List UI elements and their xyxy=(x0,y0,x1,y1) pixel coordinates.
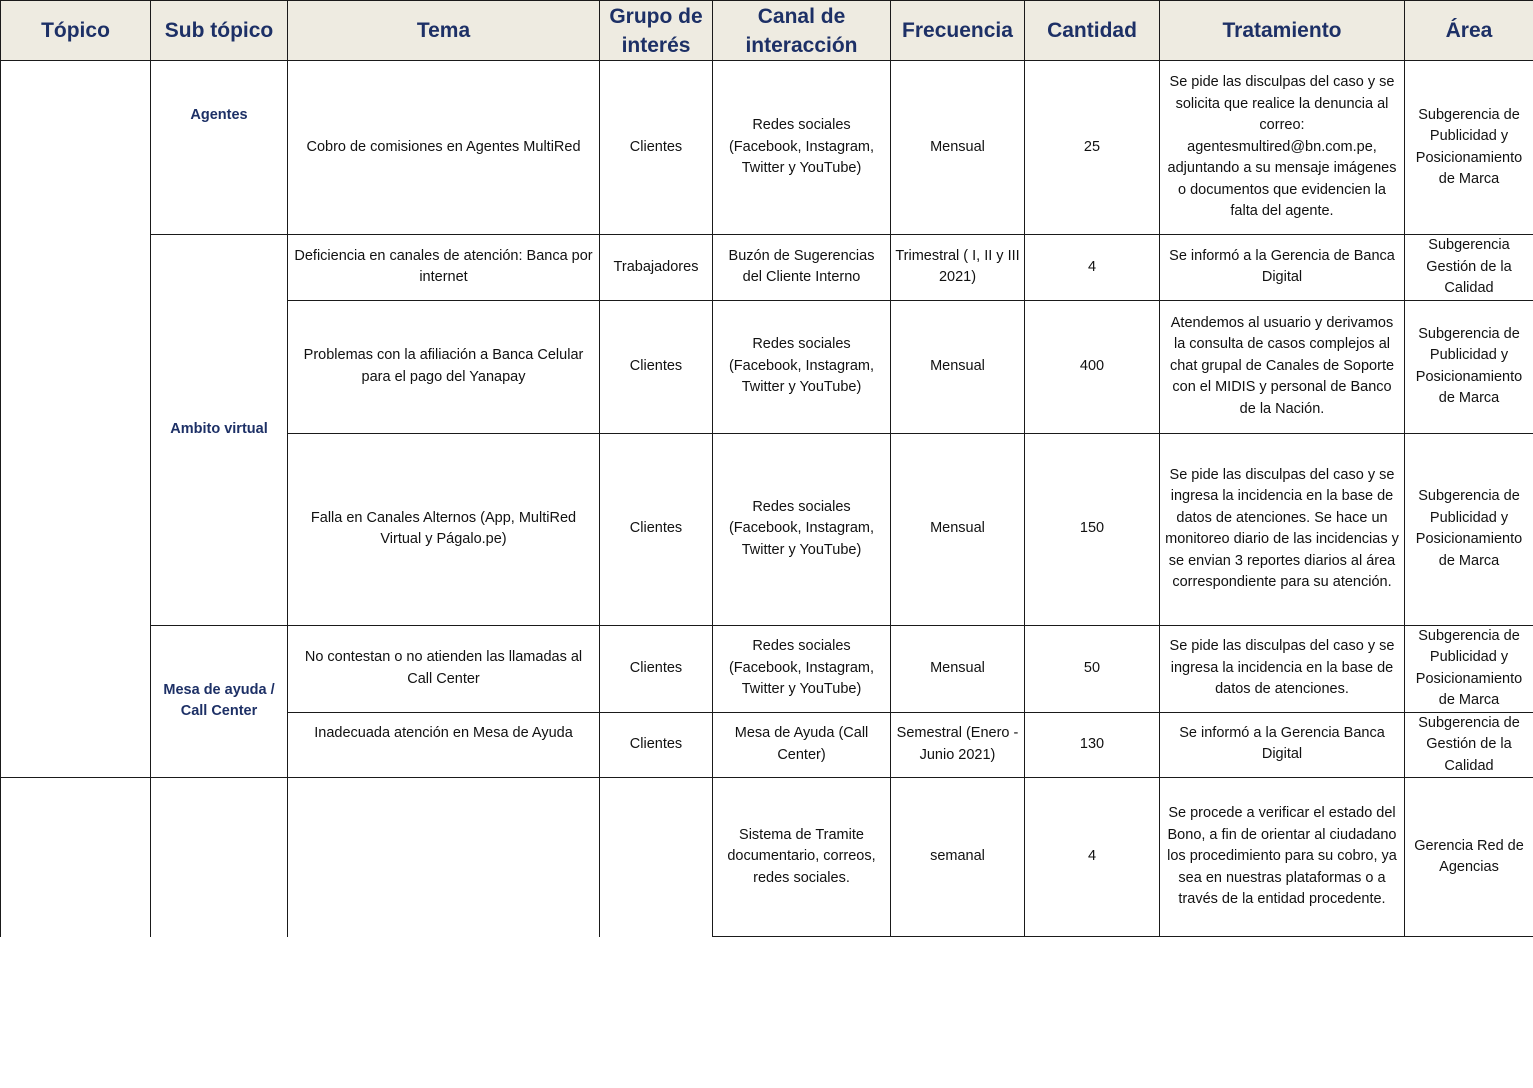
col-header-area: Área xyxy=(1405,1,1533,61)
tratamiento-cell: Se pide las disculpas del caso y se ingresa la incidencia en la base de datos de atenciones. xyxy=(1160,625,1405,712)
frecuencia-cell: Mensual xyxy=(891,625,1025,712)
grupo-cell: Clientes xyxy=(600,433,713,625)
frecuencia-cell: Mensual xyxy=(891,300,1025,433)
col-header-topico: Tópico xyxy=(1,1,151,61)
col-header-sub-topico: Sub tópico xyxy=(151,1,288,61)
area-cell: Subgerencia de Publicidad y Posicionamiento de Marca xyxy=(1405,300,1533,433)
topic-cell xyxy=(1,778,151,937)
col-header-frecuencia: Frecuencia xyxy=(891,1,1025,61)
tratamiento-cell xyxy=(1160,712,1405,778)
tema-cell xyxy=(288,712,600,778)
canal-cell: Buzón de Sugerencias del Cliente Interno xyxy=(713,235,891,301)
canal-cell: Redes sociales (Facebook, Instagram, Twitter y YouTube) xyxy=(713,61,891,235)
cantidad-cell: 400 xyxy=(1025,300,1160,433)
header-row xyxy=(1,1,1533,61)
subtopic-ambito-virtual xyxy=(151,235,288,626)
table-row xyxy=(1,625,1533,712)
table-row xyxy=(1,61,1533,235)
tratamiento-cell: Se pide las disculpas del caso y se solicita que realice la denuncia al correo: agentesmultired@bn.com.pe, adjuntando a su mensaje imágenes o documentos que evidencien la falta del agente. xyxy=(1160,61,1405,235)
topic-cell xyxy=(1,61,151,778)
tema-cell: No contestan o no atienden las llamadas al Call Center xyxy=(288,625,600,712)
subtopic-label: Ambito virtual xyxy=(170,421,268,437)
frecuencia-cell: Mensual xyxy=(891,61,1025,235)
grupo-cell: Clientes xyxy=(600,625,713,712)
frecuencia-cell: Mensual xyxy=(891,433,1025,625)
col-header-cantidad: Cantidad xyxy=(1025,1,1160,61)
tema-label: Inadecuada atención en Mesa de Ayuda xyxy=(314,724,573,741)
canal-cell: Redes sociales (Facebook, Instagram, Twitter y YouTube) xyxy=(713,625,891,712)
col-header-tema: Tema xyxy=(288,1,600,61)
tratamiento-cell: Atendemos al usuario y derivamos la consulta de casos complejos al chat grupal de Canales de Soporte con el MIDIS y personal de Banco de la Nación. xyxy=(1160,300,1405,433)
canal-cell: Sistema de Tramite documentario, correos, redes sociales. xyxy=(713,778,891,937)
frecuencia-cell: Trimestral ( I, II y III 2021) xyxy=(891,235,1025,301)
subtopic-agentes xyxy=(151,61,288,235)
col-header-tratamiento: Tratamiento xyxy=(1160,1,1405,61)
canal-cell: Mesa de Ayuda (Call Center) xyxy=(713,712,891,778)
cantidad-cell: 4 xyxy=(1025,778,1160,937)
grupo-cell: Clientes xyxy=(600,712,713,778)
subtopic-mesa-ayuda xyxy=(151,625,288,778)
area-cell: Subgerencia de Publicidad y Posicionamiento de Marca xyxy=(1405,433,1533,625)
col-header-canal-interaccion: Canal de interacción xyxy=(713,1,891,61)
tema-cell xyxy=(288,778,600,937)
subtopic-label: Mesa de ayuda / Call Center xyxy=(163,681,275,720)
area-cell: Subgerencia de Publicidad y Posicionamiento de Marca xyxy=(1405,61,1533,235)
frecuencia-cell: semanal xyxy=(891,778,1025,937)
frecuencia-cell: Semestral (Enero - Junio 2021) xyxy=(891,712,1025,778)
tema-cell: Falla en Canales Alternos (App, MultiRed Virtual y Págalo.pe) xyxy=(288,433,600,625)
canal-cell: Redes sociales (Facebook, Instagram, Twitter y YouTube) xyxy=(713,433,891,625)
grupo-cell: Trabajadores xyxy=(600,235,713,301)
area-cell: Subgerencia Gestión de la Calidad xyxy=(1405,235,1533,301)
cantidad-cell: 25 xyxy=(1025,61,1160,235)
cantidad-cell: 130 xyxy=(1025,712,1160,778)
area-cell: Gerencia Red de Agencias xyxy=(1405,778,1533,937)
grupo-cell: Clientes xyxy=(600,300,713,433)
table-row xyxy=(1,235,1533,301)
tema-cell: Problemas con la afiliación a Banca Celular para el pago del Yanapay xyxy=(288,300,600,433)
subtopic-label: Agentes xyxy=(190,107,248,123)
tratamiento-label: Se informó a la Gerencia Banca Digital xyxy=(1179,724,1385,762)
grupo-cell xyxy=(600,778,713,937)
tratamiento-cell: Se informó a la Gerencia de Banca Digital xyxy=(1160,235,1405,301)
canal-cell: Redes sociales (Facebook, Instagram, Twitter y YouTube) xyxy=(713,300,891,433)
tratamiento-cell: Se pide las disculpas del caso y se ingresa la incidencia en la base de datos de atenciones. Se hace un monitoreo diario de las incidencias y se envian 3 reportes diarios al área correspondiente para su atención. xyxy=(1160,433,1405,625)
col-header-grupo-interes: Grupo de interés xyxy=(600,1,713,61)
cantidad-cell: 4 xyxy=(1025,235,1160,301)
tema-cell: Cobro de comisiones en Agentes MultiRed xyxy=(288,61,600,235)
cantidad-cell: 150 xyxy=(1025,433,1160,625)
area-cell: Subgerencia de Publicidad y Posicionamiento de Marca xyxy=(1405,625,1533,712)
grupo-cell: Clientes xyxy=(600,61,713,235)
subtopic-cell xyxy=(151,778,288,937)
tratamiento-cell: Se procede a verificar el estado del Bono, a fin de orientar al ciudadano los procedimiento para su cobro, ya sea en nuestras plataformas o a través de la entidad procedente. xyxy=(1160,778,1405,937)
area-cell: Subgerencia de Gestión de la Calidad xyxy=(1405,712,1533,778)
tema-cell: Deficiencia en canales de atención: Banca por internet xyxy=(288,235,600,301)
cantidad-cell: 50 xyxy=(1025,625,1160,712)
table-row xyxy=(1,778,1533,937)
